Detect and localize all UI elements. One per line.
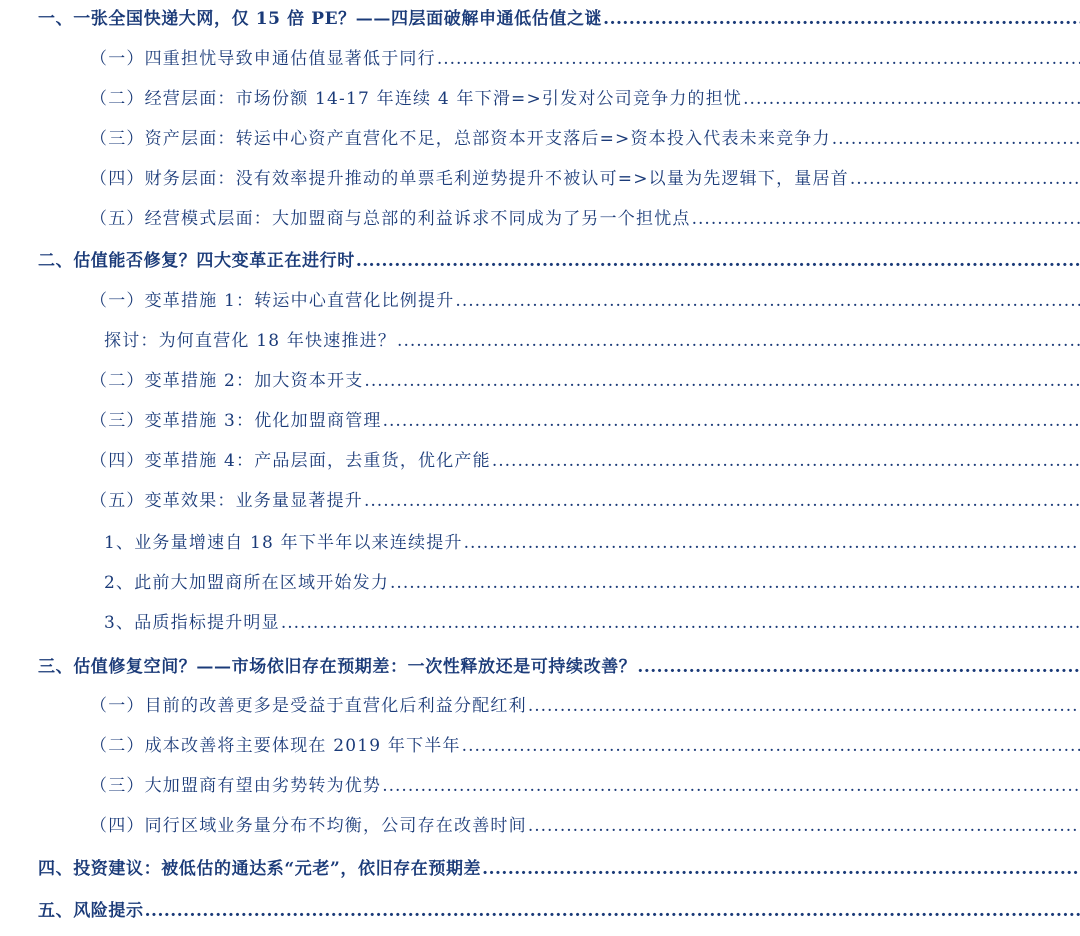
toc-entry-title: 3、品质指标提升明显 xyxy=(104,613,280,633)
toc-entry-title: （二）成本改善将主要体现在 2019 年下半年 xyxy=(90,736,461,756)
toc-entry-title: 三、估值修复空间？——市场依旧存在预期差：一次性释放还是可持续改善？ xyxy=(38,657,637,677)
toc-entry-title: （三）变革措施 3：优化加盟商管理 xyxy=(90,411,382,431)
toc-entry-title: 二、估值能否修复？四大变革正在进行时 xyxy=(38,251,355,271)
dot-leader xyxy=(481,855,1080,883)
dot-leader xyxy=(144,897,1080,925)
toc-entry-1-2[interactable] xyxy=(90,85,1080,113)
toc-entry-1-5[interactable] xyxy=(90,205,1080,233)
toc-entry-2-5-2[interactable] xyxy=(104,569,1080,597)
toc-entry-1-3[interactable] xyxy=(90,125,1080,153)
toc-entry-3-2[interactable] xyxy=(90,732,1080,760)
toc-entry-title: （二）经营层面：市场份额 14-17 年连续 4 年下滑=>引发对公司竞争力的担忧 xyxy=(90,89,743,109)
toc-entry-2-5[interactable] xyxy=(90,487,1080,515)
dot-leader xyxy=(491,447,1080,475)
toc-entry-2-2[interactable] xyxy=(90,367,1080,395)
dot-leader xyxy=(742,85,1080,113)
dot-leader xyxy=(602,5,1080,33)
dot-leader xyxy=(355,247,1080,275)
toc-entry-title: 2、此前大加盟商所在区域开始发力 xyxy=(104,573,390,593)
toc-entry-title: （五）变革效果：业务量显著提升 xyxy=(90,491,363,511)
dot-leader xyxy=(636,653,1080,681)
dot-leader xyxy=(382,407,1080,435)
dot-leader xyxy=(461,732,1080,760)
toc-entry-title: （二）变革措施 2：加大资本开支 xyxy=(90,371,364,391)
toc-entry-section-1[interactable] xyxy=(38,5,1080,33)
toc-entry-3-4[interactable] xyxy=(90,812,1080,840)
toc-entry-title: （五）经营模式层面：大加盟商与总部的利益诉求不同成为了另一个担忧点 xyxy=(90,209,691,229)
toc-entry-2-1[interactable] xyxy=(90,287,1080,315)
toc-entry-section-5[interactable] xyxy=(38,897,1080,925)
dot-leader xyxy=(436,45,1080,73)
toc-entry-title: （一）四重担忧导致申通估值显著低于同行 xyxy=(90,49,436,69)
toc-entry-2-5-1[interactable] xyxy=(104,529,1080,557)
toc-entry-1-1[interactable] xyxy=(90,45,1080,73)
toc-entry-section-4[interactable] xyxy=(38,855,1080,883)
dot-leader xyxy=(527,812,1080,840)
dot-leader xyxy=(463,529,1080,557)
toc-entry-title: （四）变革措施 4：产品层面，去重货，优化产能 xyxy=(90,451,491,471)
toc-entry-1-4[interactable] xyxy=(90,165,1080,193)
toc-entry-title: （四）同行区域业务量分布不均衡，公司存在改善时间 xyxy=(90,816,527,836)
toc-entry-title: （三）大加盟商有望由劣势转为优势 xyxy=(90,776,382,796)
dot-leader xyxy=(381,772,1080,800)
toc-entry-title: （三）资产层面：转运中心资产直营化不足，总部资本开支落后=>资本投入代表未来竞争力 xyxy=(90,129,831,149)
dot-leader xyxy=(831,125,1080,153)
toc-entry-3-3[interactable] xyxy=(90,772,1080,800)
toc-entry-title: 1、业务量增速自 18 年下半年以来连续提升 xyxy=(104,533,463,553)
toc-entry-title: （一）目前的改善更多是受益于直营化后利益分配红利 xyxy=(90,696,527,716)
dot-leader xyxy=(527,692,1080,720)
dot-leader xyxy=(849,165,1080,193)
dot-leader xyxy=(691,205,1080,233)
toc-entry-title: （四）财务层面：没有效率提升推动的单票毛利逆势提升不被认可=>以量为先逻辑下，量居首 xyxy=(90,169,849,189)
toc-entry-section-3[interactable] xyxy=(38,653,1080,681)
dot-leader xyxy=(363,487,1080,515)
dot-leader xyxy=(280,609,1080,637)
toc-entry-title: 一、一张全国快递大网，仅 15 倍 PE？——四层面破解申通低估值之谜 xyxy=(38,9,603,29)
dot-leader xyxy=(454,287,1080,315)
toc-entry-section-2[interactable] xyxy=(38,247,1080,275)
toc-entry-title: （一）变革措施 1：转运中心直营化比例提升 xyxy=(90,291,455,311)
dot-leader xyxy=(389,569,1080,597)
toc-entry-2-1-discussion[interactable] xyxy=(104,327,1080,355)
toc-entry-2-3[interactable] xyxy=(90,407,1080,435)
toc-entry-3-1[interactable] xyxy=(90,692,1080,720)
dot-leader xyxy=(363,367,1080,395)
toc-entry-2-5-3[interactable] xyxy=(104,609,1080,637)
toc-entry-title: 探讨：为何直营化 18 年快速推进？ xyxy=(104,331,397,351)
toc-entry-title: 五、风险提示 xyxy=(38,901,144,921)
dot-leader xyxy=(396,327,1080,355)
toc-entry-2-4[interactable] xyxy=(90,447,1080,475)
toc-entry-title: 四、投资建议：被低估的通达系“元老”，依旧存在预期差 xyxy=(38,859,482,879)
